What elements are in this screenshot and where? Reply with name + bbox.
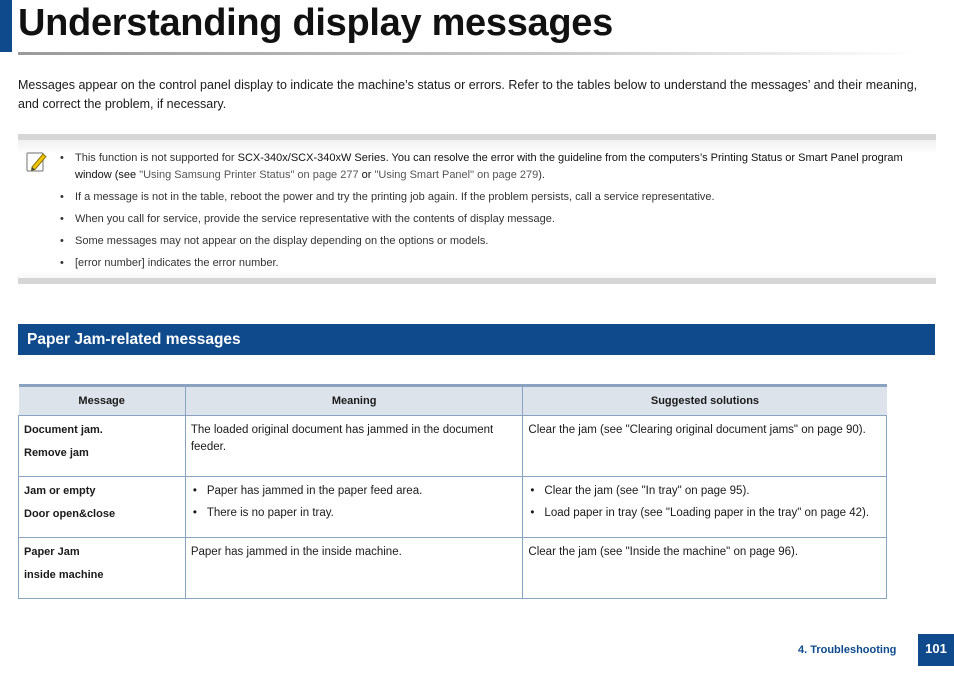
message-text: Paper Jam (24, 546, 80, 558)
note-item (58, 211, 938, 228)
solution-cell: Clear the jam (see "Clearing original document jams" on page 90). (523, 416, 887, 477)
section-title: Paper Jam-related messages (27, 331, 241, 348)
note-text: When you call for service, provide the service representative with the contents of display message. (75, 213, 555, 225)
solution-text: Load paper in tray (see "Loading paper in the tray" on page 42). (544, 507, 870, 519)
page-number: 101 (918, 634, 954, 666)
note-text: [error number] indicates the error number. (75, 257, 279, 269)
note-item (58, 150, 938, 184)
list-item (191, 505, 518, 522)
note-text: SCX-340x/SCX-340xW Series. You can resolve the error with the guideline from the computers’s Printing Status or Smart Panel program window (see (75, 152, 903, 181)
meaning-cell: Paper has jammed in the inside machine. (185, 538, 523, 599)
list-item (528, 505, 881, 522)
list-item (191, 483, 518, 500)
note-text: This function is not supported for (75, 152, 238, 164)
bullet: • (60, 235, 64, 247)
bullet: • (60, 152, 64, 164)
bullet: • (60, 257, 64, 269)
section-header (18, 324, 935, 355)
list-item (528, 483, 881, 500)
table-row (19, 416, 887, 477)
note-item (58, 255, 938, 272)
note-link-smart-panel[interactable]: "Using Smart Panel" on page 279 (374, 169, 539, 181)
message-text: Jam or empty (24, 485, 96, 497)
column-header-meaning: Meaning (185, 386, 523, 416)
solution-list (528, 483, 881, 522)
message-text: Door open&close (24, 508, 116, 520)
message-text: Remove jam (24, 447, 89, 459)
note-text: If a message is not in the table, reboot the power and try the printing job again. If the problem persists, call a service representative. (75, 191, 715, 203)
solution-cell (523, 477, 887, 538)
message-text: Document jam. (24, 424, 103, 436)
bullet: • (60, 213, 64, 225)
paper-jam-messages-table (18, 384, 887, 599)
bullet: • (192, 485, 197, 497)
meaning-list (191, 483, 518, 522)
table-row (19, 477, 887, 538)
meaning-cell: The loaded original document has jammed in the document feeder. (185, 416, 523, 477)
column-header-message: Message (19, 386, 186, 416)
column-header-solutions: Suggested solutions (523, 386, 887, 416)
message-text: inside machine (24, 569, 104, 581)
solution-text: Clear the jam (see "In tray" on page 95). (544, 485, 750, 497)
title-accent-bar (0, 0, 12, 52)
table-header-row (19, 386, 887, 416)
note-link-printer-status[interactable]: "Using Samsung Printer Status" on page 277 (139, 169, 359, 181)
note-text: Some messages may not appear on the display depending on the options or models. (75, 235, 489, 247)
message-cell (19, 416, 186, 477)
intro-paragraph: Messages appear on the control panel display to indicate the machine’s status or errors. Refer to the tables below to understand the messages’ and their meaning, and correct the problem, if necessary. (18, 78, 918, 111)
note-text: or (358, 169, 375, 181)
bullet: • (60, 191, 64, 203)
title-divider (18, 52, 918, 55)
meaning-text: There is no paper in tray. (206, 507, 334, 519)
page-title: Understanding display messages (18, 2, 613, 44)
note-text: ). (538, 169, 545, 181)
note-item (58, 233, 938, 250)
bullet: • (192, 507, 197, 519)
bullet: • (530, 485, 535, 497)
note-box (18, 134, 936, 284)
footer-chapter: 4. Troubleshooting (798, 644, 897, 656)
note-pencil-icon (25, 150, 49, 174)
bullet: • (530, 507, 535, 519)
note-item (58, 189, 938, 206)
table-row (19, 538, 887, 599)
message-cell (19, 477, 186, 538)
meaning-text: Paper has jammed in the paper feed area. (206, 485, 423, 497)
note-list (58, 150, 938, 277)
meaning-cell (185, 477, 523, 538)
message-cell (19, 538, 186, 599)
solution-cell: Clear the jam (see "Inside the machine" on page 96). (523, 538, 887, 599)
